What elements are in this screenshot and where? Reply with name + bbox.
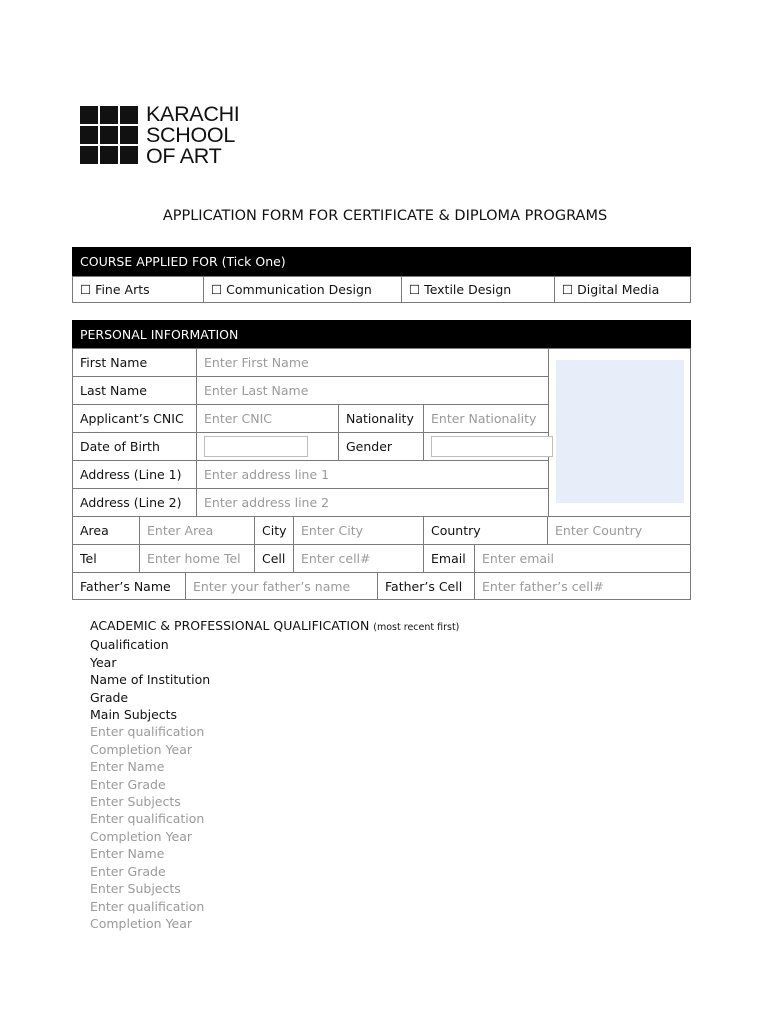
course-option-digital-media[interactable]: ☐ Digital Media [554, 276, 691, 303]
academic-header-note: (most recent first) [373, 622, 460, 633]
academic-header [90, 617, 459, 636]
tel-input[interactable]: Enter home Tel [139, 544, 255, 573]
course-header: COURSE APPLIED FOR (Tick One) [72, 247, 691, 276]
photo-upload-box[interactable] [556, 360, 684, 503]
course-option-textile-design[interactable]: ☐ Textile Design [401, 276, 555, 303]
logo-line: OF ART [146, 144, 222, 168]
address2-input[interactable]: Enter address line 2 [196, 488, 549, 517]
nationality-label: Nationality [338, 404, 424, 433]
address1-input[interactable]: Enter address line 1 [196, 460, 549, 489]
father-cell-label: Father’s Cell [377, 572, 475, 600]
dob-label: Date of Birth [72, 432, 197, 461]
logo-line: KARACHI [146, 102, 240, 126]
academic-column-institution: Name of Institution [90, 672, 211, 688]
country-label: Country [423, 516, 548, 545]
cnic-input[interactable]: Enter CNIC [196, 404, 339, 433]
cell-input[interactable]: Enter cell# [293, 544, 424, 573]
institution-input[interactable]: Enter Name [90, 759, 165, 775]
cell-label: Cell [254, 544, 294, 573]
logo-wordmark [146, 104, 239, 167]
academic-column-grade: Grade [90, 689, 129, 705]
year-input[interactable]: Completion Year [90, 915, 193, 931]
last-name-input[interactable]: Enter Last Name [196, 376, 549, 405]
year-input[interactable]: Completion Year [90, 828, 193, 844]
logo-line: SCHOOL [146, 123, 235, 147]
qualification-input[interactable]: Enter qualification [90, 898, 205, 914]
academic-column-subjects: Main Subjects [90, 707, 178, 723]
first-name-label: First Name [72, 348, 197, 377]
personal-header: PERSONAL INFORMATION [72, 320, 691, 349]
grade-input[interactable]: Enter Grade [90, 776, 166, 792]
tel-label: Tel [72, 544, 140, 573]
qualification-input[interactable]: Enter qualification [90, 724, 205, 740]
academic-column-qualification: Qualification [90, 637, 169, 653]
cnic-label: Applicant’s CNIC [72, 404, 197, 433]
form-title: APPLICATION FORM FOR CERTIFICATE & DIPLOMA PROGRAMS [162, 208, 608, 224]
email-input[interactable]: Enter email [474, 544, 691, 573]
first-name-input[interactable]: Enter First Name [196, 348, 549, 377]
grade-input[interactable]: Enter Grade [90, 863, 166, 879]
course-option-communication-design[interactable]: ☐ Communication Design [203, 276, 402, 303]
address1-label: Address (Line 1) [72, 460, 197, 489]
city-label: City [254, 516, 294, 545]
subjects-input[interactable]: Enter Subjects [90, 881, 181, 897]
father-name-label: Father’s Name [72, 572, 186, 600]
subjects-input[interactable]: Enter Subjects [90, 794, 181, 810]
nationality-input[interactable]: Enter Nationality [423, 404, 549, 433]
city-input[interactable]: Enter City [293, 516, 424, 545]
academic-column-year: Year [90, 654, 117, 670]
email-label: Email [423, 544, 475, 573]
last-name-label: Last Name [72, 376, 197, 405]
address2-label: Address (Line 2) [72, 488, 197, 517]
area-label: Area [72, 516, 140, 545]
logo-mark [80, 106, 138, 168]
country-input[interactable]: Enter Country [547, 516, 691, 545]
gender-select[interactable] [431, 436, 553, 457]
institution-input[interactable]: Enter Name [90, 846, 165, 862]
qualification-input[interactable]: Enter qualification [90, 811, 205, 827]
academic-section [90, 617, 459, 932]
dob-input[interactable] [204, 436, 308, 457]
gender-label: Gender [338, 432, 424, 461]
father-name-input[interactable]: Enter your father’s name [185, 572, 378, 600]
year-input[interactable]: Completion Year [90, 741, 193, 757]
course-option-fine-arts[interactable]: ☐ Fine Arts [72, 276, 204, 303]
area-input[interactable]: Enter Area [139, 516, 255, 545]
academic-header-text: ACADEMIC & PROFESSIONAL QUALIFICATION [90, 618, 370, 633]
father-cell-input[interactable]: Enter father’s cell# [474, 572, 691, 600]
